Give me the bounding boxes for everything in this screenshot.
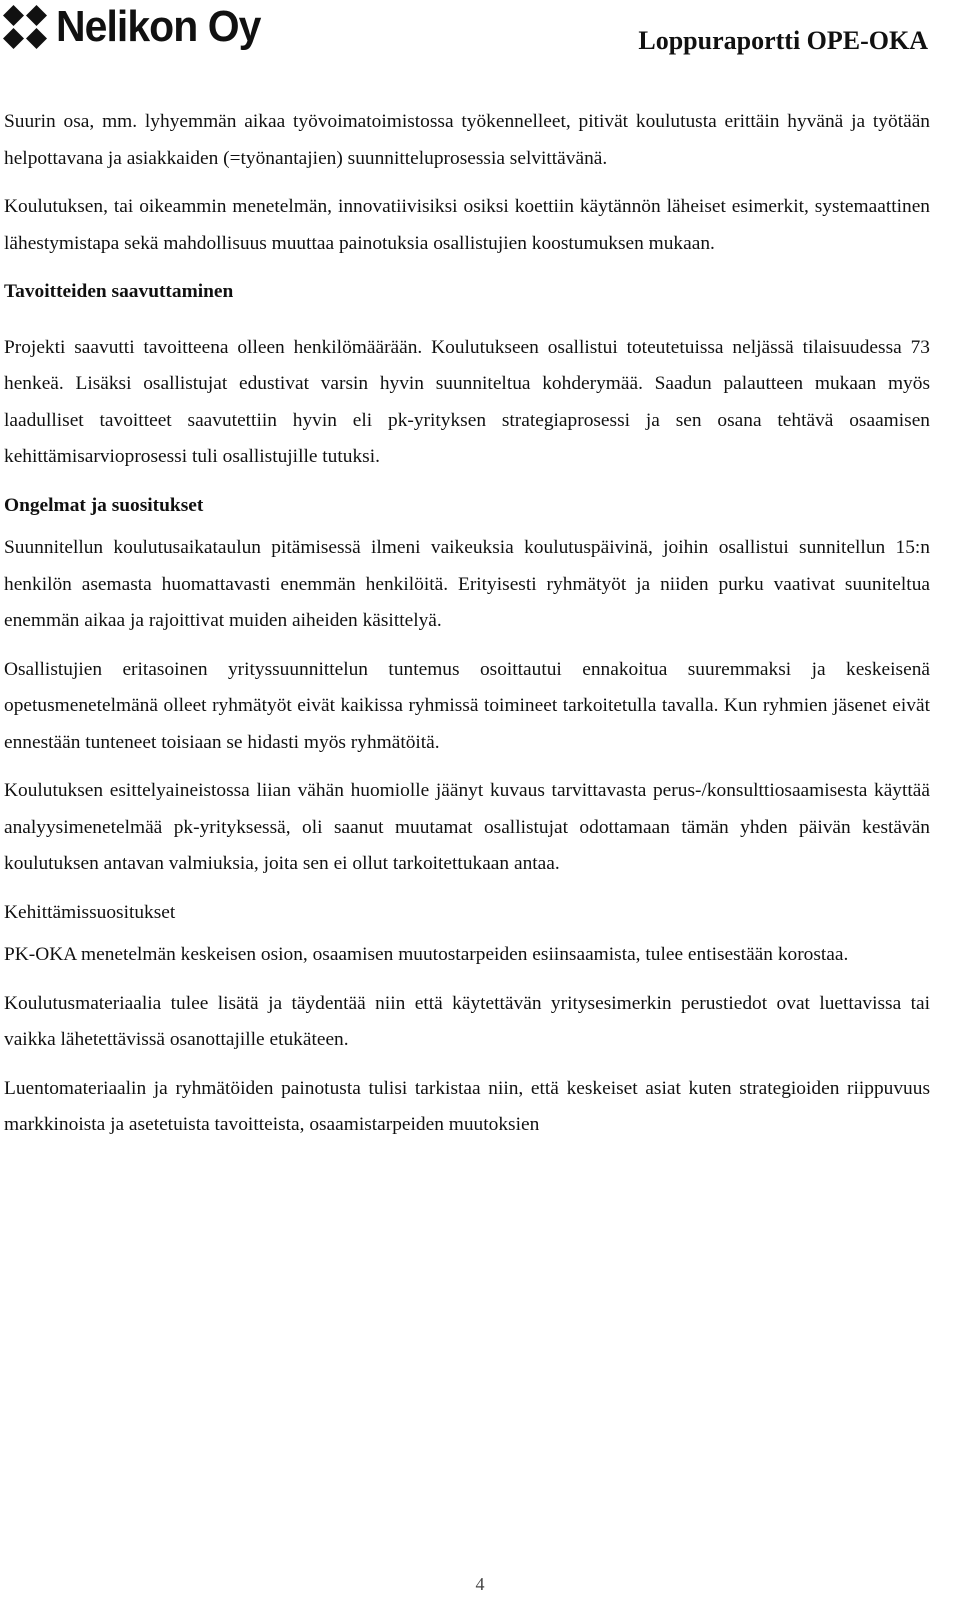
- paragraph: Koulutuksen, tai oikeammin menetelmän, innovatiivisiksi osiksi koettiin käytännön läheiset esimerkit, systemaattinen lähestymistapa sekä mahdollisuus muuttaa painotuksia osallistujien koostumuksen mukaan.: [4, 196, 930, 254]
- paragraph: Osallistujien eritasoinen yrityssuunnittelun tuntemus osoittautui ennakoitua suuremmaksi ja keskeisenä opetusmenetelmänä olleet ryhmätyöt eivät kaikissa ryhmissä toimineet tarkoitetulla tavalla. Kun ryhmien jäsenet eivät ennestään tunteneet toisiaan se hidasti myös ryhmätöitä.: [4, 658, 930, 753]
- paragraph: Projekti saavutti tavoitteena olleen henkilömäärään. Koulutukseen osallistui toteutetuissa neljässä tilaisuudessa 73 henkeä. Lisäksi osallistujat edustivat varsin hyvin suunniteltua kohderymää. Saadun palautteen mukaan myös laadulliset tavoitteet saavutettiin hyvin eli pk-yrityksen strategiaprosessi ja sen osana tehtävä osaamisen kehittämisarvioprosessi tuli osallistujille tutuksi.: [4, 336, 930, 467]
- paragraph: PK-OKA menetelmän keskeisen osion, osaamisen muutostarpeiden esiinsaamista, tulee entisestään korostaa.: [4, 944, 849, 965]
- subsection-heading: Kehittämissuositukset: [4, 901, 176, 923]
- paragraph: Suunnitellun koulutusaikataulun pitämisessä ilmeni vaikeuksia koulutuspäivinä, joihin osallistui sunnitellun 15:n henkilön asemasta huomattavasti enemmän henkilöitä. Erityisesti ryhmätyöt ja niiden purku vaativat suuniteltua enemmän aikaa ja rajoittivat muiden aiheiden käsittelyä.: [4, 537, 930, 631]
- section-heading: Ongelmat ja suositukset: [4, 494, 204, 516]
- section-heading: Tavoitteiden saavuttaminen: [4, 281, 234, 302]
- document-body: [4, 104, 930, 1156]
- paragraph: Koulutuksen esittelyaineistossa liian vähän huomiolle jäänyt kuvaus tarvittavasta perus-/konsulttiosaamisesta käyttää analyysimenetelmää pk-yrityksessä, oli saanut muutamat osallistujat odottamaan tämän yhden päivän kestävän koulutuksen antavan valmiuksia, joita sen ei ollut tarkoitettukaan antaa.: [4, 780, 930, 874]
- page-header: [0, 0, 960, 80]
- four-diamonds-logo-icon: [2, 4, 48, 50]
- company-name: Nelikon Oy: [56, 2, 261, 51]
- paragraph: Koulutusmateriaalia tulee lisätä ja täydentää niin että käytettävän yritysesimerkin perustiedot ovat luettavissa tai vaikka lähetettävissä osanottajille etukäteen.: [4, 992, 930, 1050]
- page-number: 4: [475, 1574, 485, 1594]
- report-title: Loppuraportti OPE-OKA: [638, 26, 928, 55]
- paragraph: Luentomateriaalin ja ryhmätöiden painotusta tulisi tarkistaa niin, että keskeiset asiat kuten strategioiden riippuvuus markkinoista ja asetetuista tavoitteista, osaamistarpeiden muutoksien: [4, 1077, 930, 1135]
- company-logo: [2, 4, 276, 50]
- paragraph: Suurin osa, mm. lyhyemmän aikaa työvoimatoimistossa työkennelleet, pitivät koulutusta erittäin hyvänä ja työtään helpottavana ja asiakkaiden (=työnantajien) suunnitteluprosessia selvittävänä.: [4, 111, 930, 169]
